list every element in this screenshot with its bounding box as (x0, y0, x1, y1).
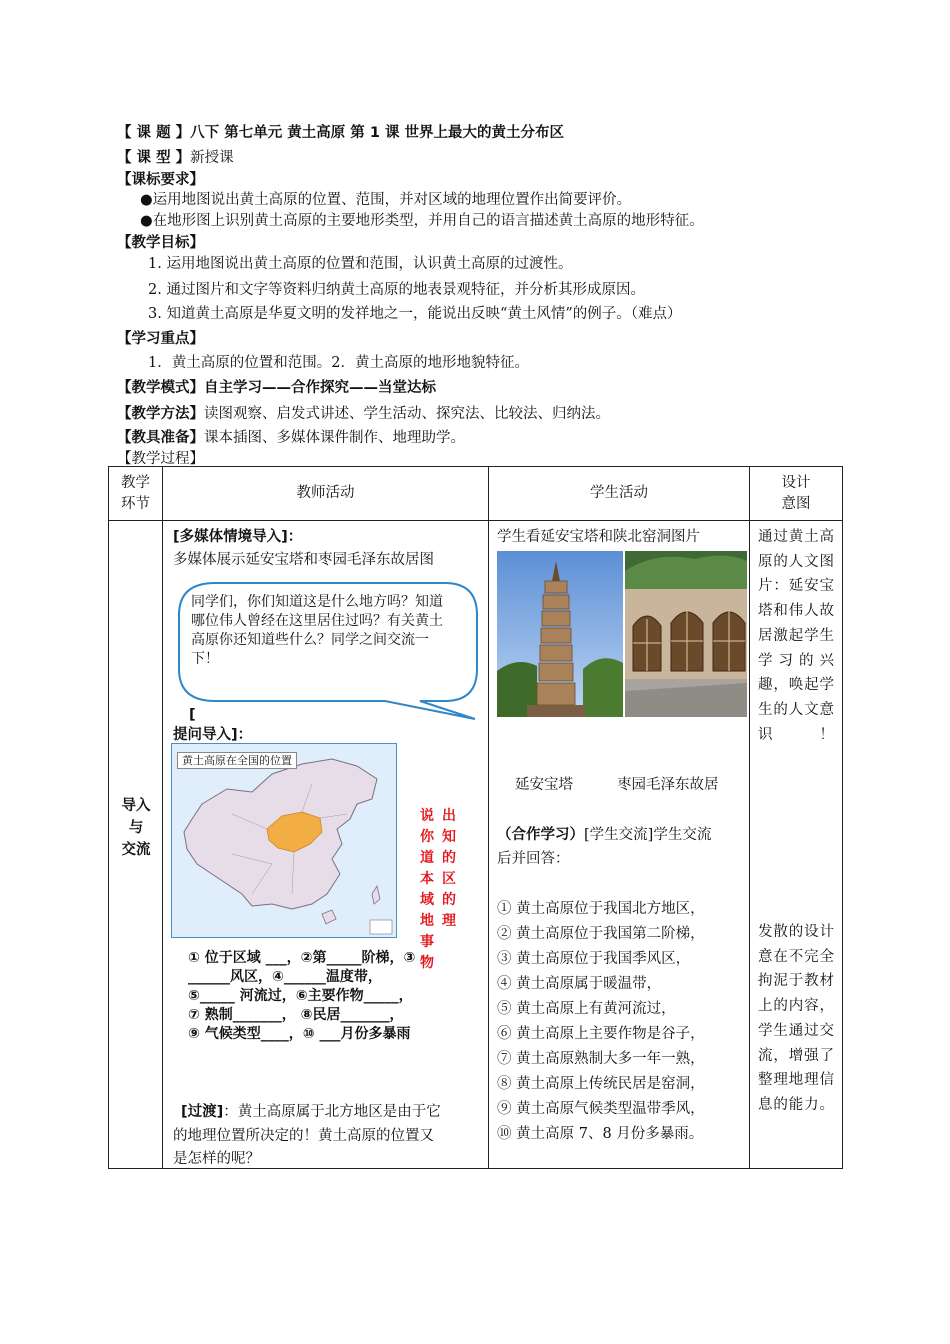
coop-line: （合作学习）[学生交流]学生交流 (497, 827, 712, 843)
transition-label: [过渡] (181, 1104, 224, 1120)
stage-line: 与 (128, 820, 144, 836)
mode-label: 【教学模式】 (117, 380, 204, 396)
topic-label: 【 课 题 】 (117, 125, 191, 141)
design-para-2: 发散的设计意在不完全拘泥于教材上的内容，学生通过交流，增强了整理地理信息的能力。 (758, 924, 834, 1113)
teacher-cell (163, 521, 489, 1169)
cave-dwelling-image-icon (625, 551, 747, 717)
photo-caption: 延安宝塔 (515, 777, 573, 793)
fill-blank-line: ⑦ 熟制_______， ⑧民居_______， (188, 1007, 404, 1023)
fill-blank-line: ① 位于区域 ___，②第_____阶梯，③ (188, 950, 416, 966)
yanan-pagoda-photo (497, 551, 623, 717)
mode-text: 自主学习——合作探究——当堂达标 (204, 380, 436, 396)
header-design: 设计 意图 (750, 467, 843, 521)
tools-line (117, 428, 465, 448)
intro-text: 多媒体展示延安宝塔和枣园毛泽东故居图 (173, 552, 434, 568)
photo-intro: 学生看延安宝塔和陕北窑洞图片 (497, 529, 700, 545)
map-title: 黄土高原在全国的位置 (177, 752, 297, 769)
china-map (171, 743, 397, 938)
design-cell (750, 521, 843, 1169)
cave-dwelling-photo (625, 551, 747, 717)
standards-label: 【课标要求】 (117, 172, 204, 188)
table-header-row (109, 467, 843, 521)
tools-label: 【教具准备】 (117, 430, 204, 446)
table-row (109, 521, 843, 1169)
fill-blank-line: ⑤_____ 河流过，⑥主要作物_____， (188, 988, 413, 1004)
answer-item: ① 黄土高原位于我国北方地区， (497, 901, 705, 917)
type-line (117, 148, 234, 168)
transition-line: 的地理位置所决定的！黄土高原的位置又 (173, 1128, 434, 1144)
stage-line: 交流 (121, 842, 151, 858)
goals-label: 【教学目标】 (117, 235, 204, 251)
red-annotation-col1: 说你道本域地事物 (420, 808, 434, 971)
process-label: 【教学过程】 (117, 451, 204, 467)
focus-text: 1．黄土高原的位置和范围。2．黄土高原的地形地貌特征。 (148, 355, 529, 371)
standard-item: ●运用地图说出黄土高原的位置、范围，并对区域的地理位置作出简要评价。 (140, 192, 632, 208)
red-annotation-col2: 出知的区的理 (442, 808, 456, 929)
process-table (108, 466, 843, 1169)
mode-line (117, 378, 436, 398)
topic-line (117, 123, 564, 143)
type-label: 【 课 型 】 (117, 150, 191, 166)
photo-caption: 枣园毛泽东故居 (617, 777, 719, 793)
coop-line-2: 后并回答： (497, 851, 570, 867)
student-cell (489, 521, 750, 1169)
method-label: 【教学方法】 (117, 406, 204, 422)
transition-line: 是怎样的呢？ (173, 1151, 260, 1167)
answer-item: ⑦ 黄土高原熟制大多一年一熟， (497, 1051, 705, 1067)
topic-text: 八下 第七单元 黄土高原 第 1 课 世界上最大的黄土分布区 (190, 125, 565, 141)
bracket-mark: [ (189, 707, 196, 723)
china-outline-icon (172, 744, 396, 937)
answer-item: ② 黄土高原位于我国第二阶梯， (497, 926, 705, 942)
header-student: 学生活动 (489, 467, 750, 521)
bubble-text: 同学们，你们知道这是什么地方吗？知道哪位伟人曾经在这里居住过吗？有关黄土高原你还知道些什么？同学之间交流一下！ (191, 594, 443, 667)
stage-line: 导入 (121, 798, 151, 814)
design-para-1: 通过黄土高原的人文图片：延安宝塔和伟人故居激起学生学习的兴趣，唤起学生的人文意识！ (758, 529, 834, 743)
coop-label: （合作学习） (497, 827, 584, 843)
answer-item: ⑥ 黄土高原上主要作物是谷子， (497, 1026, 705, 1042)
answer-item: ③ 黄土高原位于我国季风区， (497, 951, 691, 967)
transition-line: [过渡]：黄土高原属于北方地区是由于它 (181, 1104, 441, 1120)
type-text: 新授课 (190, 150, 234, 166)
answer-item: ⑨ 黄土高原气候类型温带季风， (497, 1101, 705, 1117)
goal-item: 2. 通过图片和文字等资料归纳黄土高原的地表景观特征，并分析其形成原因。 (148, 282, 645, 298)
answer-item: ④ 黄土高原属于暖温带， (497, 976, 662, 992)
standard-item: ●在地形图上识别黄土高原的主要地形类型，并用自己的语言描述黄土高原的地形特征。 (140, 213, 704, 229)
pagoda-image-icon (497, 551, 623, 717)
stage-cell (109, 521, 163, 1169)
answer-item: ⑩ 黄土高原 7、8 月份多暴雨。 (497, 1126, 704, 1142)
method-text: 读图观察、启发式讲述、学生活动、探究法、比较法、归纳法。 (204, 406, 610, 422)
tools-text: 课本插图、多媒体课件制作、地理助学。 (204, 430, 465, 446)
fill-blank-line: ______风区，④______温度带， (188, 969, 382, 985)
answer-item: ⑤ 黄土高原上有黄河流过， (497, 1001, 676, 1017)
goal-item: 1. 运用地图说出黄土高原的位置和范围，认识黄土高原的过渡性。 (148, 256, 573, 272)
answer-item: ⑧ 黄土高原上传统民居是窑洞， (497, 1076, 705, 1092)
question-title: 提问导入]： (173, 727, 253, 743)
header-stage: 教学 环节 (109, 467, 163, 521)
header-teacher: 教师活动 (163, 467, 489, 521)
intro-title: [多媒体情境导入]： (173, 529, 303, 545)
method-line (117, 404, 610, 424)
fill-blank-line: ⑨ 气候类型____，⑩ ___月份多暴雨 (188, 1026, 411, 1042)
focus-label: 【学习重点】 (117, 331, 204, 347)
goal-item: 3. 知道黄土高原是华夏文明的发祥地之一，能说出反映“黄土风情”的例子。（难点） (148, 306, 682, 322)
